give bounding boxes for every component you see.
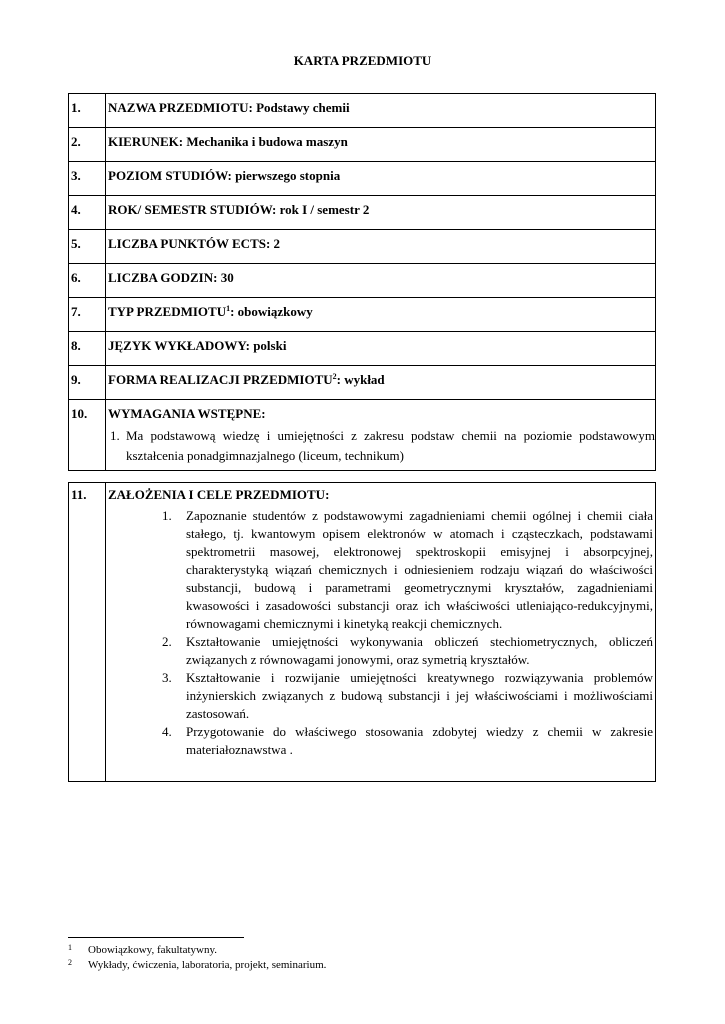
list-item [162, 723, 653, 759]
document-title: KARTA PRZEDMIOTU [293, 53, 432, 68]
goal-text: Przygotowanie do właściwego stosowania zdobytej wiedzy z chemii w zakresie materiałoznawstwa . [186, 724, 653, 757]
course-name: NAZWA PRZEDMIOTU: Podstawy chemii [108, 100, 350, 115]
row-number: 5. [71, 236, 81, 251]
table-row [69, 366, 656, 400]
year-semester: ROK/ SEMESTR STUDIÓW: rok I / semestr 2 [108, 202, 370, 217]
row-number: 6. [71, 270, 81, 285]
course-type-label: TYP PRZEDMIOTU [108, 304, 227, 319]
hours-count: LICZBA GODZIN: 30 [108, 270, 234, 285]
list-item [162, 507, 653, 633]
table-row [69, 483, 656, 782]
goal-text: Kształtowanie i rozwijanie umiejętności kreatywnego rozwiązywania problemów inżynierskich związanych z budową substancji i jej właściwościami i możliwościami zastosowań. [186, 670, 653, 721]
table-row [69, 264, 656, 298]
course-form-value: : wykład [336, 372, 385, 387]
goal-number: 2. [162, 634, 172, 649]
requirements-item [106, 422, 655, 470]
requirement-number: 1. [110, 428, 120, 443]
course-info-table [68, 93, 656, 471]
row-number: 7. [71, 304, 81, 319]
footnote-ref: 2 [332, 372, 337, 381]
row-number: 11. [71, 487, 87, 502]
goal-number: 4. [162, 724, 172, 739]
field-of-study: KIERUNEK: Mechanika i budowa maszyn [108, 134, 348, 149]
goal-number: 3. [162, 670, 172, 685]
footnote-text: Wykłady, ćwiczenia, laboratoria, projekt, seminarium. [88, 959, 327, 971]
row-number: 10. [71, 406, 88, 421]
lecture-language: JĘZYK WYKŁADOWY: polski [108, 338, 287, 353]
table-row [69, 94, 656, 128]
course-type [108, 298, 655, 320]
row-number: 3. [71, 168, 81, 183]
goal-text: Zapoznanie studentów z podstawowymi zagadnieniami chemii ogólnej i chemii ciała stałego, tj. kwantowym opisem elektronów w atomach i cząsteczkach, podstawami spektrometrii masowej, elektronowej spektroskopii emisyjnej i absorpcyjnej, charakterystyką wiązań chemicznych i odniesieniem rodzaju wiązań do właściwości substancji, budową i parametrami geometrycznymi kryształów, zagadnieniami kwasowości i zasadowości substancji oraz ich właściwości utleniająco-redukcyjnymi, równowagami chemicznymi i kinetyką reakcji chemicznych. [186, 508, 653, 631]
footnote-text: Obowiązkowy, fakultatywny. [88, 944, 218, 956]
table-row [69, 128, 656, 162]
goal-number: 1. [162, 508, 172, 523]
table-row [69, 332, 656, 366]
goals-list [106, 503, 655, 781]
footnote-separator [68, 937, 244, 938]
row-number: 1. [71, 100, 81, 115]
row-number: 9. [71, 372, 81, 387]
row-number: 8. [71, 338, 81, 353]
row-number: 2. [71, 134, 81, 149]
requirement-text: Ma podstawową wiedzę i umiejętności z zakresu podstaw chemii na poziomie podstawowym kształcenia ponadgimnazjalnego (liceum, technikum) [126, 428, 655, 463]
requirements-heading: WYMAGANIA WSTĘPNE: [108, 406, 266, 421]
footnote-mark: 1 [68, 943, 72, 952]
course-form [108, 366, 655, 388]
list-item [162, 633, 653, 669]
table-row [69, 230, 656, 264]
footnote-ref: 1 [226, 304, 231, 313]
table-row [69, 298, 656, 332]
table-row [69, 162, 656, 196]
table-row [69, 196, 656, 230]
table-row [69, 400, 656, 471]
course-form-label: FORMA REALIZACJI PRZEDMIOTU [108, 372, 333, 387]
ects-points: LICZBA PUNKTÓW ECTS: 2 [108, 236, 281, 251]
row-number: 4. [71, 202, 81, 217]
footnote-mark: 2 [68, 958, 72, 967]
course-goals-table [68, 482, 656, 782]
goals-heading: ZAŁOŻENIA I CELE PRZEDMIOTU: [108, 487, 330, 502]
footnote-2 [68, 958, 326, 971]
study-level: POZIOM STUDIÓW: pierwszego stopnia [108, 168, 341, 183]
footnote-1 [68, 943, 217, 956]
goal-text: Kształtowanie umiejętności wykonywania obliczeń stechiometrycznych, obliczeń związanych z równowagami jonowymi, oraz symetrią kryształów. [186, 634, 653, 667]
list-item [162, 669, 653, 723]
course-type-value: : obowiązkowy [230, 304, 313, 319]
